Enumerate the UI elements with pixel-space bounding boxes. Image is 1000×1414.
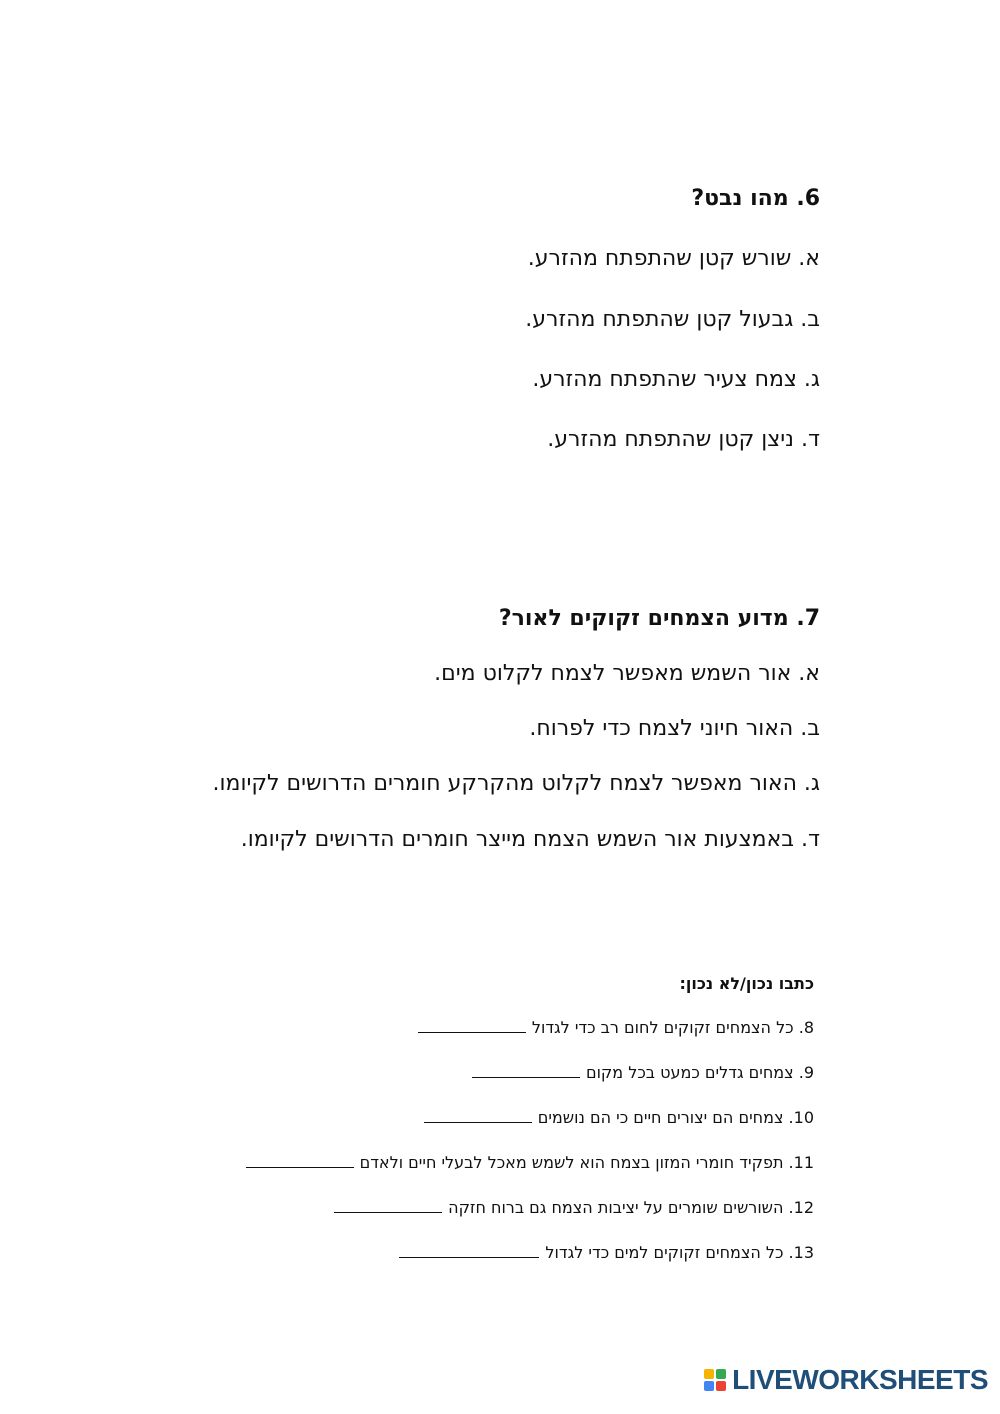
tf-statement-10: 10. צמחים הם יצורים חיים כי הם נושמים bbox=[537, 1108, 814, 1127]
answer-blank-13[interactable] bbox=[399, 1257, 539, 1258]
logo-square-2 bbox=[716, 1369, 726, 1379]
liveworksheets-logo-icon bbox=[704, 1369, 726, 1391]
q6-option-c[interactable]: ג. צמח צעיר שהתפתח מהזרע. bbox=[532, 367, 820, 392]
answer-blank-10[interactable] bbox=[424, 1122, 532, 1123]
answer-blank-12[interactable] bbox=[334, 1212, 442, 1213]
q6-option-b[interactable]: ב. גבעול קטן שהתפתח מהזרע. bbox=[525, 307, 820, 332]
tf-statement-9: 9. צמחים גדלים כמעט בכל מקום bbox=[585, 1063, 814, 1082]
tf-statement-8: 8. כל הצמחים זקוקים לחום רב כדי לגדול bbox=[531, 1018, 814, 1037]
tf-row-9 bbox=[472, 1063, 814, 1082]
logo-square-3 bbox=[704, 1381, 714, 1391]
tf-statement-11: 11. תפקיד חומרי המזון בצמח הוא לשמש מאכל לבעלי חיים ולאדם bbox=[359, 1153, 814, 1172]
q6-option-a[interactable]: א. שורש קטן שהתפתח מהזרע. bbox=[527, 246, 820, 271]
q6-option-d[interactable]: ד. ניצן קטן שהתפתח מהזרע. bbox=[547, 427, 820, 452]
answer-blank-11[interactable] bbox=[246, 1167, 354, 1168]
tf-row-8 bbox=[418, 1018, 814, 1037]
tf-statement-13: 13. כל הצמחים זקוקים למים כדי לגדול bbox=[545, 1243, 814, 1262]
tf-row-12 bbox=[334, 1198, 814, 1217]
logo-square-1 bbox=[704, 1369, 714, 1379]
liveworksheets-brand[interactable] bbox=[704, 1364, 988, 1396]
question-6-title: 6. מהו נבט? bbox=[691, 186, 820, 211]
logo-square-4 bbox=[716, 1381, 726, 1391]
q7-option-c[interactable]: ג. האור מאפשר לצמח לקלוט מהקרקע חומרים הדרושים לקיומו. bbox=[212, 771, 820, 796]
q7-option-d[interactable]: ד. באמצעות אור השמש הצמח מייצר חומרים הדרושים לקיומו. bbox=[240, 827, 820, 852]
tf-row-10 bbox=[424, 1108, 814, 1127]
answer-blank-8[interactable] bbox=[418, 1032, 526, 1033]
brand-text: LIVEWORKSHEETS bbox=[732, 1364, 988, 1395]
tf-row-13 bbox=[399, 1243, 814, 1262]
answer-blank-9[interactable] bbox=[472, 1077, 580, 1078]
question-7-title: 7. מדוע הצמחים זקוקים לאור? bbox=[498, 606, 820, 631]
q7-option-b[interactable]: ב. האור חיוני לצמח כדי לפרוח. bbox=[529, 716, 820, 741]
tf-row-11 bbox=[246, 1153, 814, 1172]
q7-option-a[interactable]: א. אור השמש מאפשר לצמח לקלוט מים. bbox=[434, 661, 820, 686]
true-false-title: כתבו נכון/לא נכון: bbox=[679, 974, 814, 993]
tf-statement-12: 12. השורשים שומרים על יציבות הצמח גם ברוח חזקה bbox=[448, 1198, 814, 1217]
